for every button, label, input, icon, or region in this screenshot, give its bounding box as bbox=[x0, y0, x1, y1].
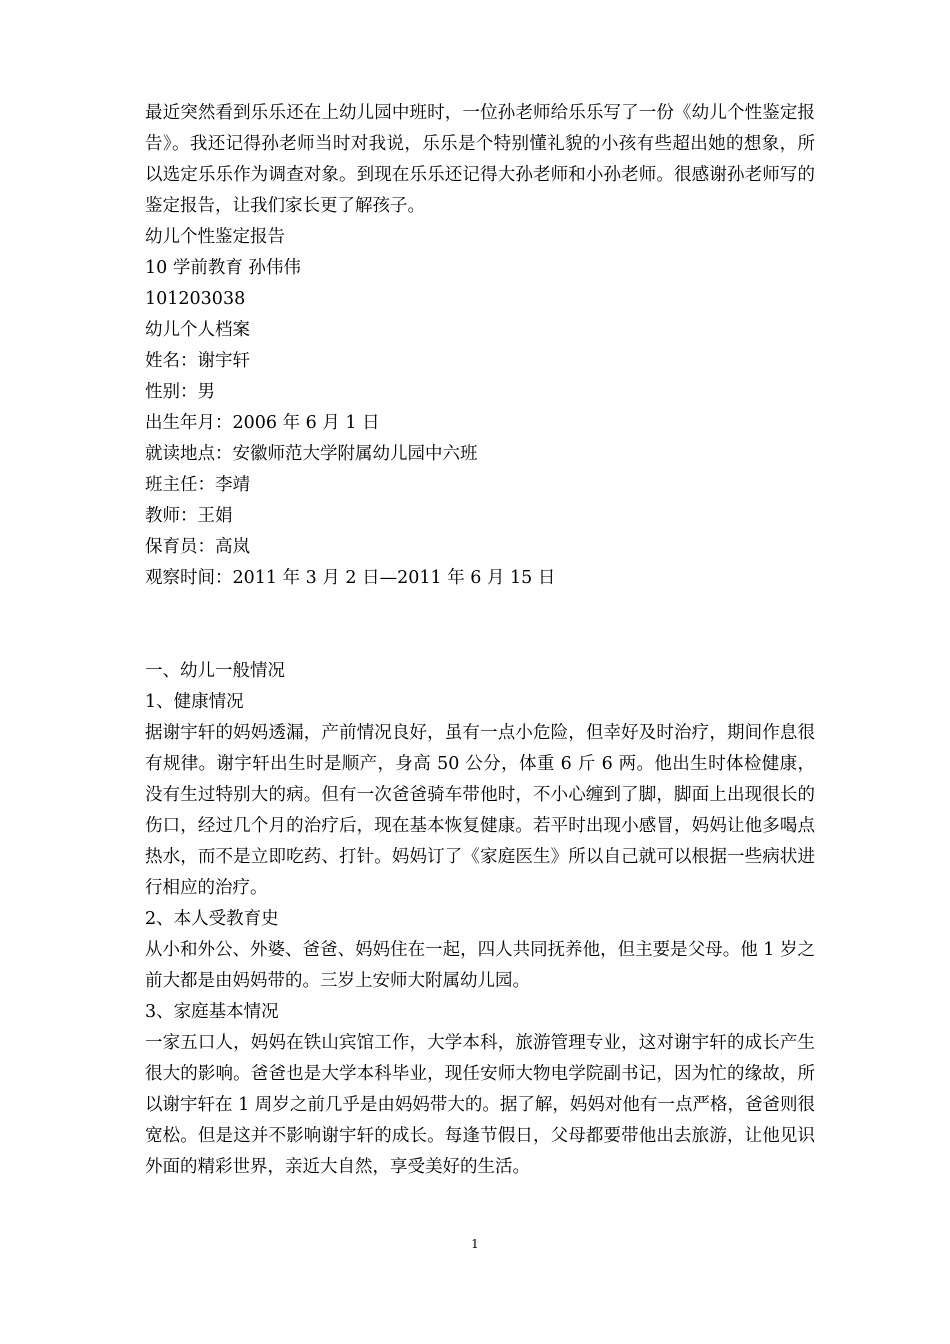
profile-birth: 出生年月：2006 年 6 月 1 日 bbox=[145, 413, 380, 433]
profile-teacher: 教师：王娟 bbox=[145, 506, 233, 526]
profile-gender: 性别：男 bbox=[145, 382, 215, 402]
health-paragraph: 据谢宇轩的妈妈透漏，产前情况良好，虽有一点小危险，但幸好及时治疗，期间作息很有规律。谢宇轩出生时是顺产，身高 50 公分，体重 6 斤 6 两。他出生时体检健康，没有生过特别大的病。但有一次爸爸骑车带他时，不小心缠到了脚，脚面上出现很长的伤口，经过几个月的治疗后，现在基本恢复健康。若平时出现小感冒，妈妈让他多喝点热水，而不是立即吃药、打针。妈妈订了《家庭医生》所以自己就可以根据一些病状进行相应的治疗。 bbox=[145, 723, 815, 898]
profile-school: 就读地点：安徽师范大学附属幼儿园中六班 bbox=[145, 444, 478, 464]
education-paragraph: 从小和外公、外婆、爸爸、妈妈住在一起，四人共同抚养他，但主要是父母。他 1 岁之前大都是由妈妈带的。三岁上安师大附属幼儿园。 bbox=[145, 940, 815, 991]
profile-name: 姓名：谢宇轩 bbox=[145, 351, 250, 371]
education-heading: 2、本人受教育史 bbox=[145, 909, 279, 929]
student-id: 101203038 bbox=[145, 289, 246, 309]
profile-caregiver: 保育员：高岚 bbox=[145, 537, 250, 557]
page-number: 1 bbox=[471, 1237, 479, 1251]
health-heading: 1、健康情况 bbox=[145, 692, 244, 712]
profile-observation: 观察时间：2011 年 3 月 2 日—2011 年 6 月 15 日 bbox=[145, 568, 556, 588]
profile-head-teacher: 班主任：李靖 bbox=[145, 475, 250, 495]
report-title: 幼儿个性鉴定报告 bbox=[145, 227, 285, 247]
document-body bbox=[145, 98, 815, 1183]
blank-space bbox=[145, 594, 815, 656]
family-paragraph: 一家五口人，妈妈在铁山宾馆工作，大学本科，旅游管理专业，这对谢宇轩的成长产生很大的影响。爸爸也是大学本科毕业，现任安师大物电学院副书记，因为忙的缘故，所以谢宇轩在 1 周岁之前几乎是由妈妈带大的。据了解，妈妈对他有一点严格，爸爸则很宽松。但是这并不影响谢宇轩的成长。每逢节假日，父母都要带他出去旅游，让他见识外面的精彩世界，亲近大自然，享受美好的生活。 bbox=[145, 1033, 815, 1177]
author-line: 10 学前教育 孙伟伟 bbox=[145, 258, 301, 278]
profile-heading: 幼儿个人档案 bbox=[145, 320, 250, 340]
family-heading: 3、家庭基本情况 bbox=[145, 1002, 279, 1022]
section1-heading: 一、幼儿一般情况 bbox=[145, 661, 285, 681]
intro-paragraph: 最近突然看到乐乐还在上幼儿园中班时，一位孙老师给乐乐写了一份《幼儿个性鉴定报告》。我还记得孙老师当时对我说，乐乐是个特别懂礼貌的小孩有些超出她的想象，所以选定乐乐作为调查对象。到现在乐乐还记得大孙老师和小孙老师。很感谢孙老师写的鉴定报告，让我们家长更了解孩子。 bbox=[145, 103, 815, 216]
